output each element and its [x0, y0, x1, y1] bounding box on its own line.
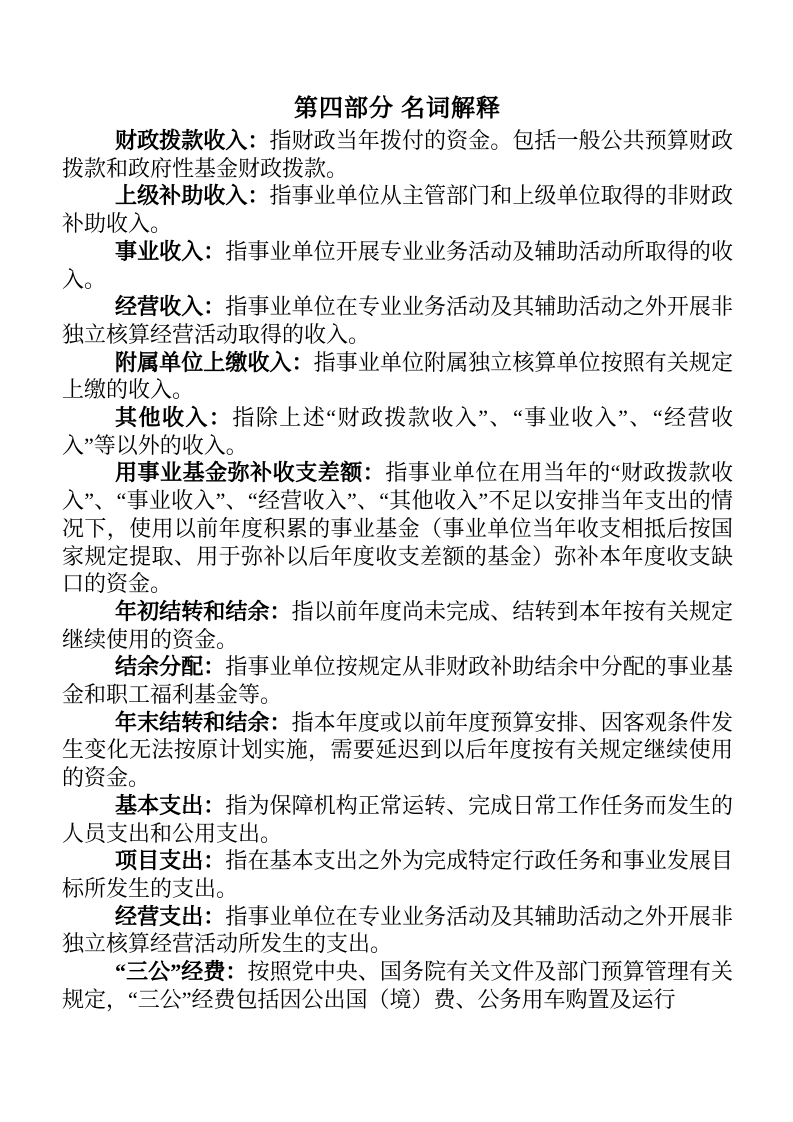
term-definition: 指为保障机构正常运转、完成日常工作任务而发生的人员支出和公用支出。	[62, 792, 733, 846]
term-definition: 指事业单位在用当年的“财政拨款收入”、“事业收入”、“经营收入”、“其他收入”不足以安排当年支出的情况下，使用以前年度积累的事业基金（事业单位当年收支相抵后按国家规定提取、用于弥补以后年度收支差额的基金）弥补本年度收支缺口的资金。	[62, 460, 733, 597]
term-label: 经营支出：	[115, 903, 226, 929]
term-definition: 指财政当年拨付的资金。包括一般公共预算财政拨款和政府性基金财政拨款。	[62, 128, 733, 181]
definition-paragraph	[62, 792, 733, 847]
term-label: 附属单位上缴收入：	[115, 349, 314, 375]
definitions-list	[62, 127, 733, 1014]
definition-paragraph	[62, 349, 733, 404]
definition-paragraph	[62, 847, 733, 902]
term-label: 用事业基金弥补收支差额：	[115, 460, 386, 486]
definition-paragraph	[62, 293, 733, 348]
definition-paragraph	[62, 958, 733, 1013]
definition-paragraph	[62, 598, 733, 653]
term-label: 事业收入：	[115, 238, 226, 264]
definition-paragraph	[62, 238, 733, 293]
definition-paragraph	[62, 182, 733, 237]
term-label: 上级补助收入：	[115, 183, 270, 209]
term-definition: 指事业单位在专业业务活动及其辅助活动之外开展非独立核算经营活动所发生的支出。	[62, 903, 733, 957]
definition-paragraph	[62, 903, 733, 958]
page-title: 第四部分 名词解释	[294, 96, 501, 122]
term-label: 结余分配：	[115, 654, 226, 680]
definition-paragraph	[62, 709, 733, 792]
definition-paragraph	[62, 653, 733, 708]
term-label: 财政拨款收入：	[115, 128, 270, 153]
term-label: 经营收入：	[115, 294, 226, 320]
term-label: “三公”经费：	[115, 959, 248, 985]
term-label: 年初结转和结余：	[115, 598, 292, 624]
term-definition: 指事业单位从主管部门和上级单位取得的非财政补助收入。	[62, 183, 733, 237]
term-definition: 指除上述“财政拨款收入”、“事业收入”、“经营收入”等以外的收入。	[62, 405, 733, 458]
term-label: 年末结转和结余：	[115, 709, 292, 735]
term-label: 项目支出：	[115, 848, 226, 874]
term-definition: 指事业单位开展专业业务活动及辅助活动所取得的收入。	[62, 238, 733, 292]
definition-paragraph	[62, 404, 733, 459]
term-label: 基本支出：	[115, 792, 226, 818]
term-label: 其他收入：	[115, 405, 233, 431]
term-definition: 指事业单位附属独立核算单位按照有关规定上缴的收入。	[62, 349, 733, 403]
term-definition: 按照党中央、国务院有关文件及部门预算管理有关规定，“三公”经费包括因公出国（境）费、公务用车购置及运行	[62, 959, 733, 1012]
term-definition: 指本年度或以前年度预算安排、因客观条件发生变化无法按原计划实施，需要延迟到以后年度按有关规定继续使用的资金。	[62, 709, 733, 791]
term-definition: 指在基本支出之外为完成特定行政任务和事业发展目标所发生的支出。	[62, 848, 733, 901]
definition-paragraph	[62, 127, 733, 182]
definition-paragraph	[62, 459, 733, 598]
term-definition: 指事业单位按规定从非财政补助结余中分配的事业基金和职工福利基金等。	[62, 654, 733, 708]
term-definition: 指事业单位在专业业务活动及其辅助活动之外开展非独立核算经营活动取得的收入。	[62, 294, 733, 347]
term-definition: 指以前年度尚未完成、结转到本年按有关规定继续使用的资金。	[62, 598, 733, 652]
